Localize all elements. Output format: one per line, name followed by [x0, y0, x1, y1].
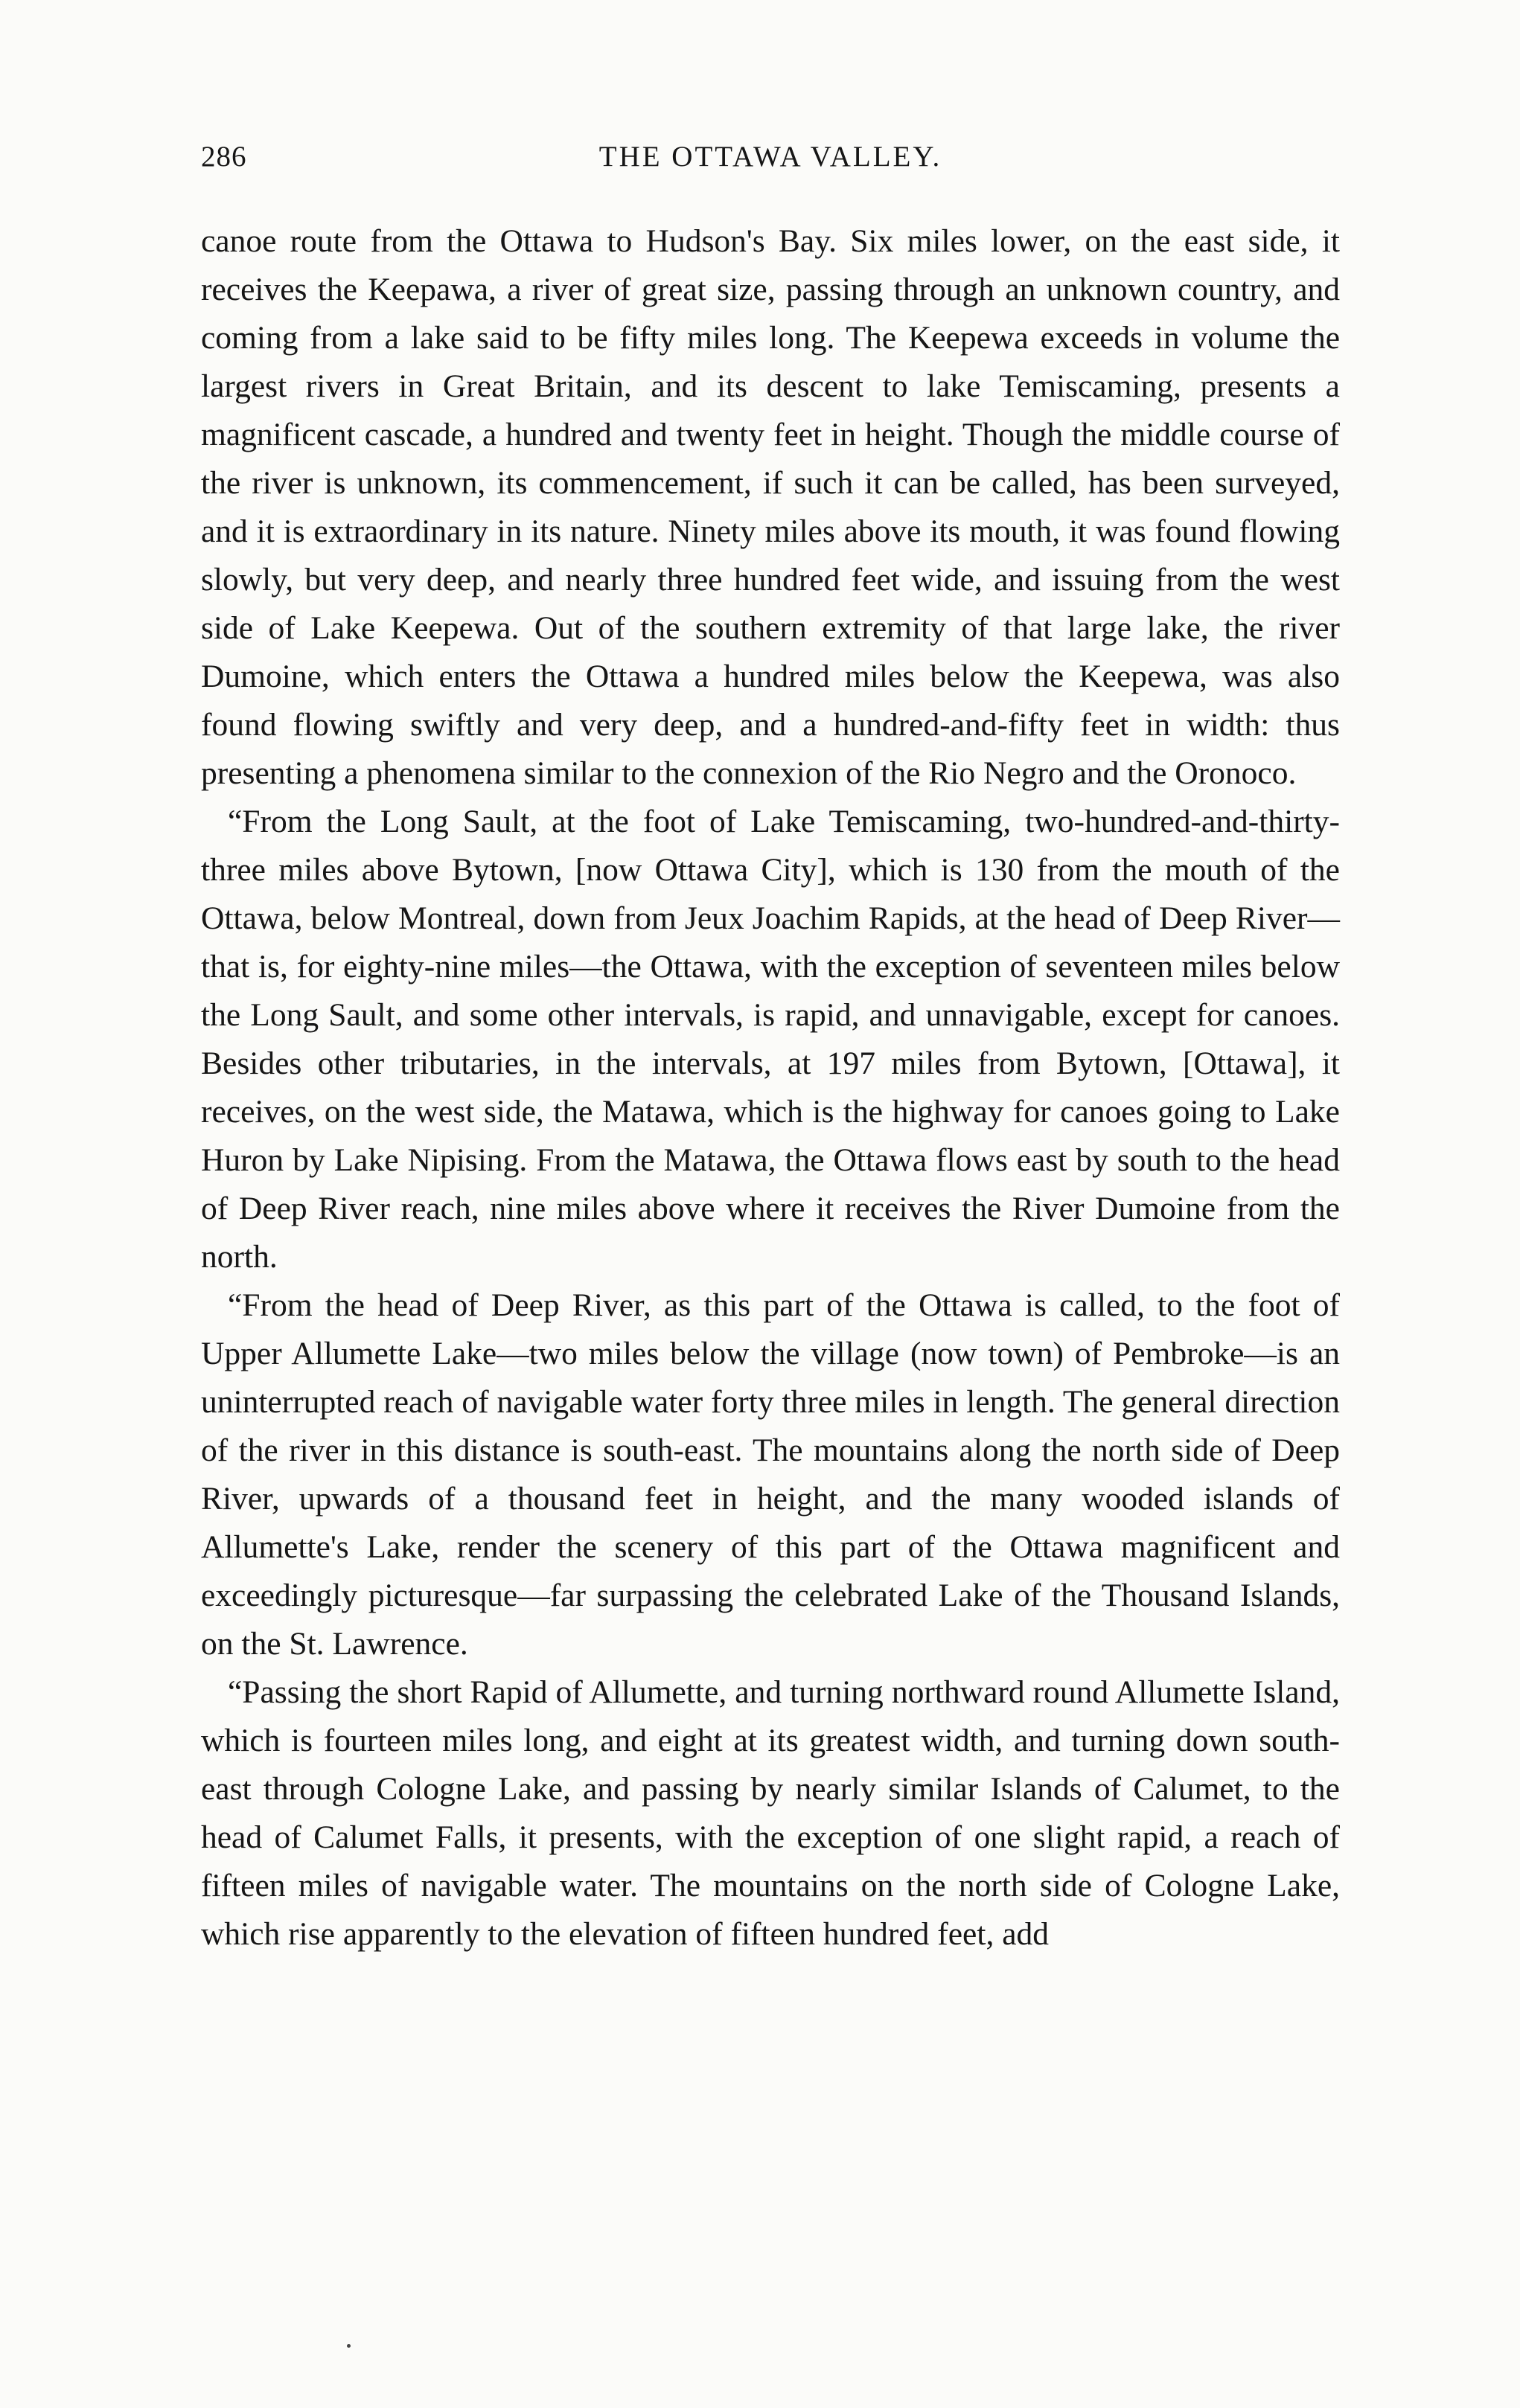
ink-speck [347, 2344, 351, 2348]
running-head: THE OTTAWA VALLEY. [598, 141, 942, 173]
paragraph: “Passing the short Rapid of Allumette, and turning northward round Allumette Island, which is fourteen miles long, and eight at its greatest width, and turning down south-east through Cologne Lake, and passing by nearly similar Islands of Calumet, to the head of Calumet Falls, it presents, with the exception of one slight rapid, a reach of fifteen miles of navigable water. The mountains on the north side of Cologne Lake, which rise apparently to the elevation of fifteen hundred feet, add [201, 1674, 1340, 1952]
paragraph: canoe route from the Ottawa to Hudson's Bay. Six miles lower, on the east side, it receives the Keepawa, a river of great size, passing through an unknown country, and coming from a lake said to be fifty miles long. The Keepewa exceeds in volume the largest rivers in Great Britain, and its descent to lake Temiscaming, presents a magnificent cascade, a hundred and twenty feet in height. Though the middle course of the river is unknown, its commencement, if such it can be called, has been surveyed, and it is extraordinary in its nature. Ninety miles above its mouth, it was found flowing slowly, but very deep, and nearly three hundred feet wide, and issuing from the west side of Lake Keepewa. Out of the southern extremity of that large lake, the river Dumoine, which enters the Ottawa a hundred miles below the Keepewa, was also found flowing swiftly and very deep, and a hundred-and-fifty feet in width: thus presenting a phenomena similar to the connexion of the Rio Negro and the Oronoco. [201, 223, 1340, 791]
body-text [201, 217, 1340, 1959]
paragraph: “From the Long Sault, at the foot of Lake Temiscaming, two-hundred-and-thirty-three miles above Bytown, [now Ottawa City], which is 130 from the mouth of the Ottawa, below Montreal, down from Jeux Joachim Rapids, at the head of Deep River—that is, for eighty-nine miles—the Ottawa, with the exception of seventeen miles below the Long Sault, and some other intervals, is rapid, and unnavigable, except for canoes. Besides other tributaries, in the intervals, at 197 miles from Bytown, [Ottawa], it receives, on the west side, the Matawa, which is the highway for canoes going to Lake Huron by Lake Nipising. From the Matawa, the Ottawa flows east by south to the head of Deep River reach, nine miles above where it receives the River Dumoine from the north. [201, 804, 1340, 1275]
paragraph: “From the head of Deep River, as this part of the Ottawa is called, to the foot of Upper Allumette Lake—two miles below the village (now town) of Pembroke—is an uninterrupted reach of navigable water forty three miles in length. The general direction of the river in this distance is south-east. The mountains along the north side of Deep River, upwards of a thousand feet in height, and the many wooded islands of Allumette's Lake, render the scenery of this part of the Ottawa magnificent and exceedingly picturesque—far surpassing the celebrated Lake of the Thousand Islands, on the St. Lawrence. [201, 1287, 1340, 1662]
page-header [201, 140, 1340, 185]
page-number: 286 [201, 141, 247, 173]
